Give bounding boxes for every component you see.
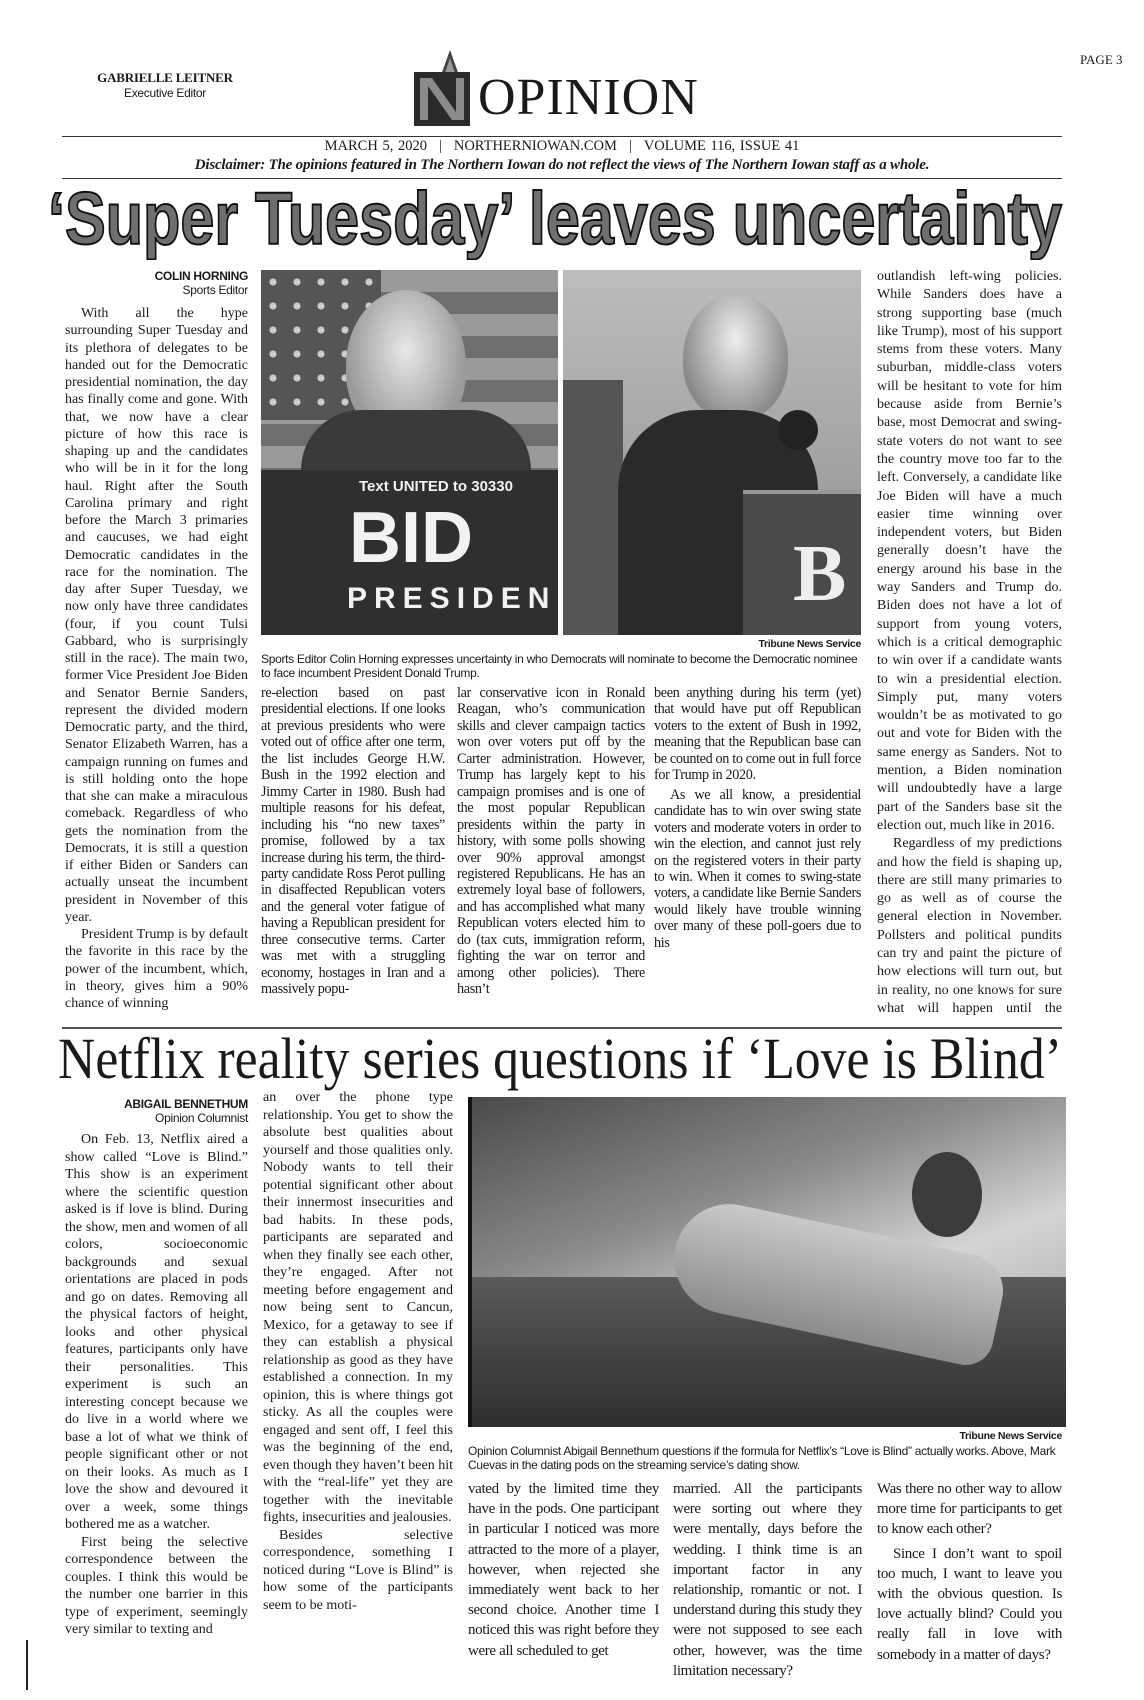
paragraph: been anything during his term (yet) that would have put off Republican voters to the extent of Bush in 1992, meaning that the Republican base can be counted on to come out in full force for Trump in 2020.: [654, 685, 861, 784]
love-is-blind-photo: [468, 1097, 1066, 1427]
photo-credit: Tribune News Service: [758, 638, 861, 650]
sanders-head: [683, 295, 788, 420]
paragraph: On Feb. 13, Netflix aired a show called “Love is Blind.” This show is an experiment where the scientific question asked is if love is blind. During the show, men and women of all colors, socioeconomic backgrounds and sexual orientations are placed in pods and go on dates. Removing all the physical factors of height, looks and other physical features, participants only have their personalities. This experiment is such an interesting concept because we do live in a world where we base a lot of what we think of people significant other or not on their looks. As much as I love the show and devoured it over a week, some things bothered me as a watcher.: [65, 1132, 248, 1532]
executive-editor-block: [80, 70, 250, 100]
article2-column-2: [263, 1089, 453, 1667]
article2-column-1: [65, 1131, 248, 1667]
author-role: Sports Editor: [182, 283, 248, 297]
paragraph: re-election based on past presidential elections. If one looks at previous presidents who were voted out of office after one term, the list includes George H.W. Bush in the 1992 election and Jimmy Carter in 1980. Bush had multiple reasons for his defeat, including his “no new taxes” promise, followed by a tax increase during his term, the third-party candidate Ross Perot pulling in disaffected Republican voters and the general voter fatigue of having a Republican president for three consecutive terms. Carter was met with a struggling economy, hostages in Iran and a massively popu-: [261, 685, 445, 998]
man-head: [912, 1152, 982, 1237]
article-divider: [62, 1027, 1062, 1029]
article1-headline-text: ‘Super Tuesday’ leaves uncertainty: [48, 180, 1062, 260]
article1-column-2: [261, 685, 445, 1017]
article1-column-4: [654, 685, 861, 1017]
photo-caption: Opinion Columnist Abigail Bennethum questions if the formula for Netflix’s “Love is Blind” actually works. Above, Mark Cuevas in the dating pods on the streaming service’s dating show.: [468, 1444, 1056, 1472]
editor-title: Executive Editor: [124, 86, 206, 100]
article2-headline-text: Netflix reality series questions if ‘Love is Blind’: [58, 1030, 1062, 1091]
northern-iowan-n-logo-icon: [412, 50, 474, 128]
paragraph: an over the phone type relationship. You get to show the absolute best qualities about yourself and those qualities only. Nobody wants to tell their potential significant other about their innermost insecurities and bad habits. In these pods, participants are separated and when they finally see each other, they’re engaged. After not meeting before engagement and now being sent to Cancun, Mexico, for a getaway to see if they can establish a physical relationship as good as they have established a connection. In my opinion, this is where things got sticky. As all the couples were engaged and sent off, I feel this was the beginning of the end, even though they haven’t been hit with the “real-life” yet they are together with the inevitable fights, insecurities and jealousies.: [263, 1090, 453, 1525]
paragraph: Besides selective correspondence, something I noticed during “Love is Blind” is how some of the participants seem to be moti-: [263, 1527, 453, 1613]
microphone: [778, 410, 818, 450]
author-name: COLIN HORNING: [154, 269, 248, 283]
editor-name: GABRIELLE LEITNER: [97, 70, 233, 85]
photo-credit: Tribune News Service: [959, 1430, 1062, 1442]
paragraph: President Trump is by default the favorite in this race by the power of the incumbent, which, in theory, gives him a 90% chance of winning: [65, 927, 248, 1011]
disclaimer: Disclaimer: The opinions featured in The Northern Iowan do not reflect the views of The Northern Iowan staff as a whole.: [194, 157, 930, 173]
article1-column-5: [877, 268, 1062, 1018]
paragraph: First being the selective correspondence between the couples. I think this would be the number one barrier in this type of experiment, seemingly very similar to texting and: [65, 1534, 248, 1637]
photo-caption: Sports Editor Colin Horning expresses uncertainty in who Democrats will nominate to become the Democratic nominee to face incumbent President Donald Trump.: [261, 652, 858, 680]
masthead-rule: [62, 136, 1062, 137]
author-role: Opinion Columnist: [155, 1111, 248, 1125]
volume-issue: VOLUME 116, ISSUE 41: [643, 138, 800, 154]
article2-column-4: [673, 1479, 862, 1689]
section-logo: [412, 50, 712, 130]
sanders-photo: [563, 270, 861, 635]
paragraph: outlandish left-wing policies. While Sanders does have a strong supporting base (much like Trump), most of his support stems from these voters. Many suburban, middle-class voters will be hesitant to vote for him because aside from Bernie’s base, most Democrat and swing-state voters do not want to see the country move too far to the left. Conversely, a candidate like Joe Biden will have a much easier time winning over independent voters, but Biden generally doesn’t have the energy around his base in the way Sanders and Trump do. Biden does not have a lot of support from young voters, which is a critical demographic to win over if a candidate wants to win a presidential election. Simply put, many voters wouldn’t be as motivated to go out and vote for Biden with the same energy as Sanders. Not to mention, a Biden nomination will undoubtedly have a large part of the Sanders base sit the election out, much like in 2016.: [877, 269, 1062, 833]
article2-headline: [56, 1030, 1066, 1094]
paragraph: vated by the limited time they have in the pods. One participant in particular I noticed was more attracted to the more of a player, however, when rejected she immediately went back to her second choice. Another time I noticed this was right before they were all scheduled to get: [468, 1481, 659, 1659]
author-name: ABIGAIL BENNETHUM: [123, 1097, 248, 1111]
paragraph: Regardless of my predictions and how the field is shaping up, there are still many primaries to go as well as of course the general election in November. Pollsters and political pundits can try and paint the picture of how elections will turn out, but in reality, no one knows for sure what will happen until the: [877, 836, 1062, 1016]
section-title: OPINION: [478, 69, 699, 126]
dateline: MARCH 5, 2020 | NORTHERNIOWAN.COM | VOLUME 116, ISSUE 41: [324, 138, 800, 154]
podium: B: [743, 490, 861, 635]
scan-edge-mark: [26, 1640, 28, 1690]
paragraph: Was there no other way to allow more time for participants to get to know each other?: [877, 1481, 1062, 1538]
paragraph: With all the hype surrounding Super Tuesday and its plethora of delegates to be handed out for the Democratic presidential nomination, the day has finally come and gone. With that, we now have a clear picture of how this race is shaping up and the candidates who will be in it for the long haul. Right after the South Carolina primary and right before the March 3 primaries and caucuses, we had eight Democratic candidates in the race for the nomination. The day after Super Tuesday, we now only have three candidates (four, if you count Tulsi Gabbard, who is surprisingly still in the race). The main two, former Vice President Joe Biden and Senator Bernie Sanders, represent the divided modern Democratic party, and the third, Senator Elizabeth Warren, has a campaign running on fumes and is still holding onto the hope that she can make a miraculous comeback. Regardless of who gets the nomination from the Democrats, it is still a question if either Biden or Sanders can actually unseat the incumbent president in November of this year.: [65, 306, 248, 925]
paragraph: Since I don’t want to spoil too much, I want to leave you with the obvious question. Is love actually blind? Could you really fall in love with somebody in a matter of days?: [877, 1545, 1062, 1663]
article2-byline: [65, 1097, 248, 1125]
page-number: PAGE 3: [1080, 52, 1123, 67]
disclaimer-rule: [62, 178, 1062, 179]
website-link[interactable]: NORTHERNIOWAN.COM: [453, 138, 617, 154]
article1-byline: [65, 269, 248, 297]
paragraph: As we all know, a presidential candidate has to win over swing state voters and moderate voters in order to win the election, and cannot just rely on the registered voters in their party to win. When it comes to swing-state voters, a candidate like Bernie Sanders would likely have trouble winning over many of these poll-goers due to his: [654, 786, 861, 951]
biden-photo: [261, 270, 558, 635]
issue-date: MARCH 5, 2020: [324, 138, 427, 154]
campaign-sign: Text UNITED to 30330 BID PRESIDEN: [261, 470, 558, 635]
article1-column-3: [457, 685, 645, 1017]
article1-headline: [46, 180, 1066, 260]
paragraph: lar conservative icon in Ronald Reagan, who’s communication skills and clever campaign tactics won over voters put off by the Carter administration. However, Trump has largely kept to his campaign promises and is one of the most popular Republican presidents within the party in history, with some polls showing over 90% approval amongst registered Republicans. He has an extremely loyal base of followers, and has accomplished what many Republican voters elected him to do (tax cuts, immigration reform, fighting the war on terror and among other policies). There hasn’t: [457, 685, 645, 998]
article1-column-1: [65, 305, 248, 1017]
paragraph: married. All the participants were sorting out where they were mentally, days before the wedding. I think time is an important factor in any relationship, romantic or not. I understand during this study they were not supposed to see each other, however, was the time limitation necessary?: [673, 1481, 862, 1679]
article2-column-5: [877, 1479, 1062, 1689]
article2-column-3: [468, 1479, 659, 1689]
